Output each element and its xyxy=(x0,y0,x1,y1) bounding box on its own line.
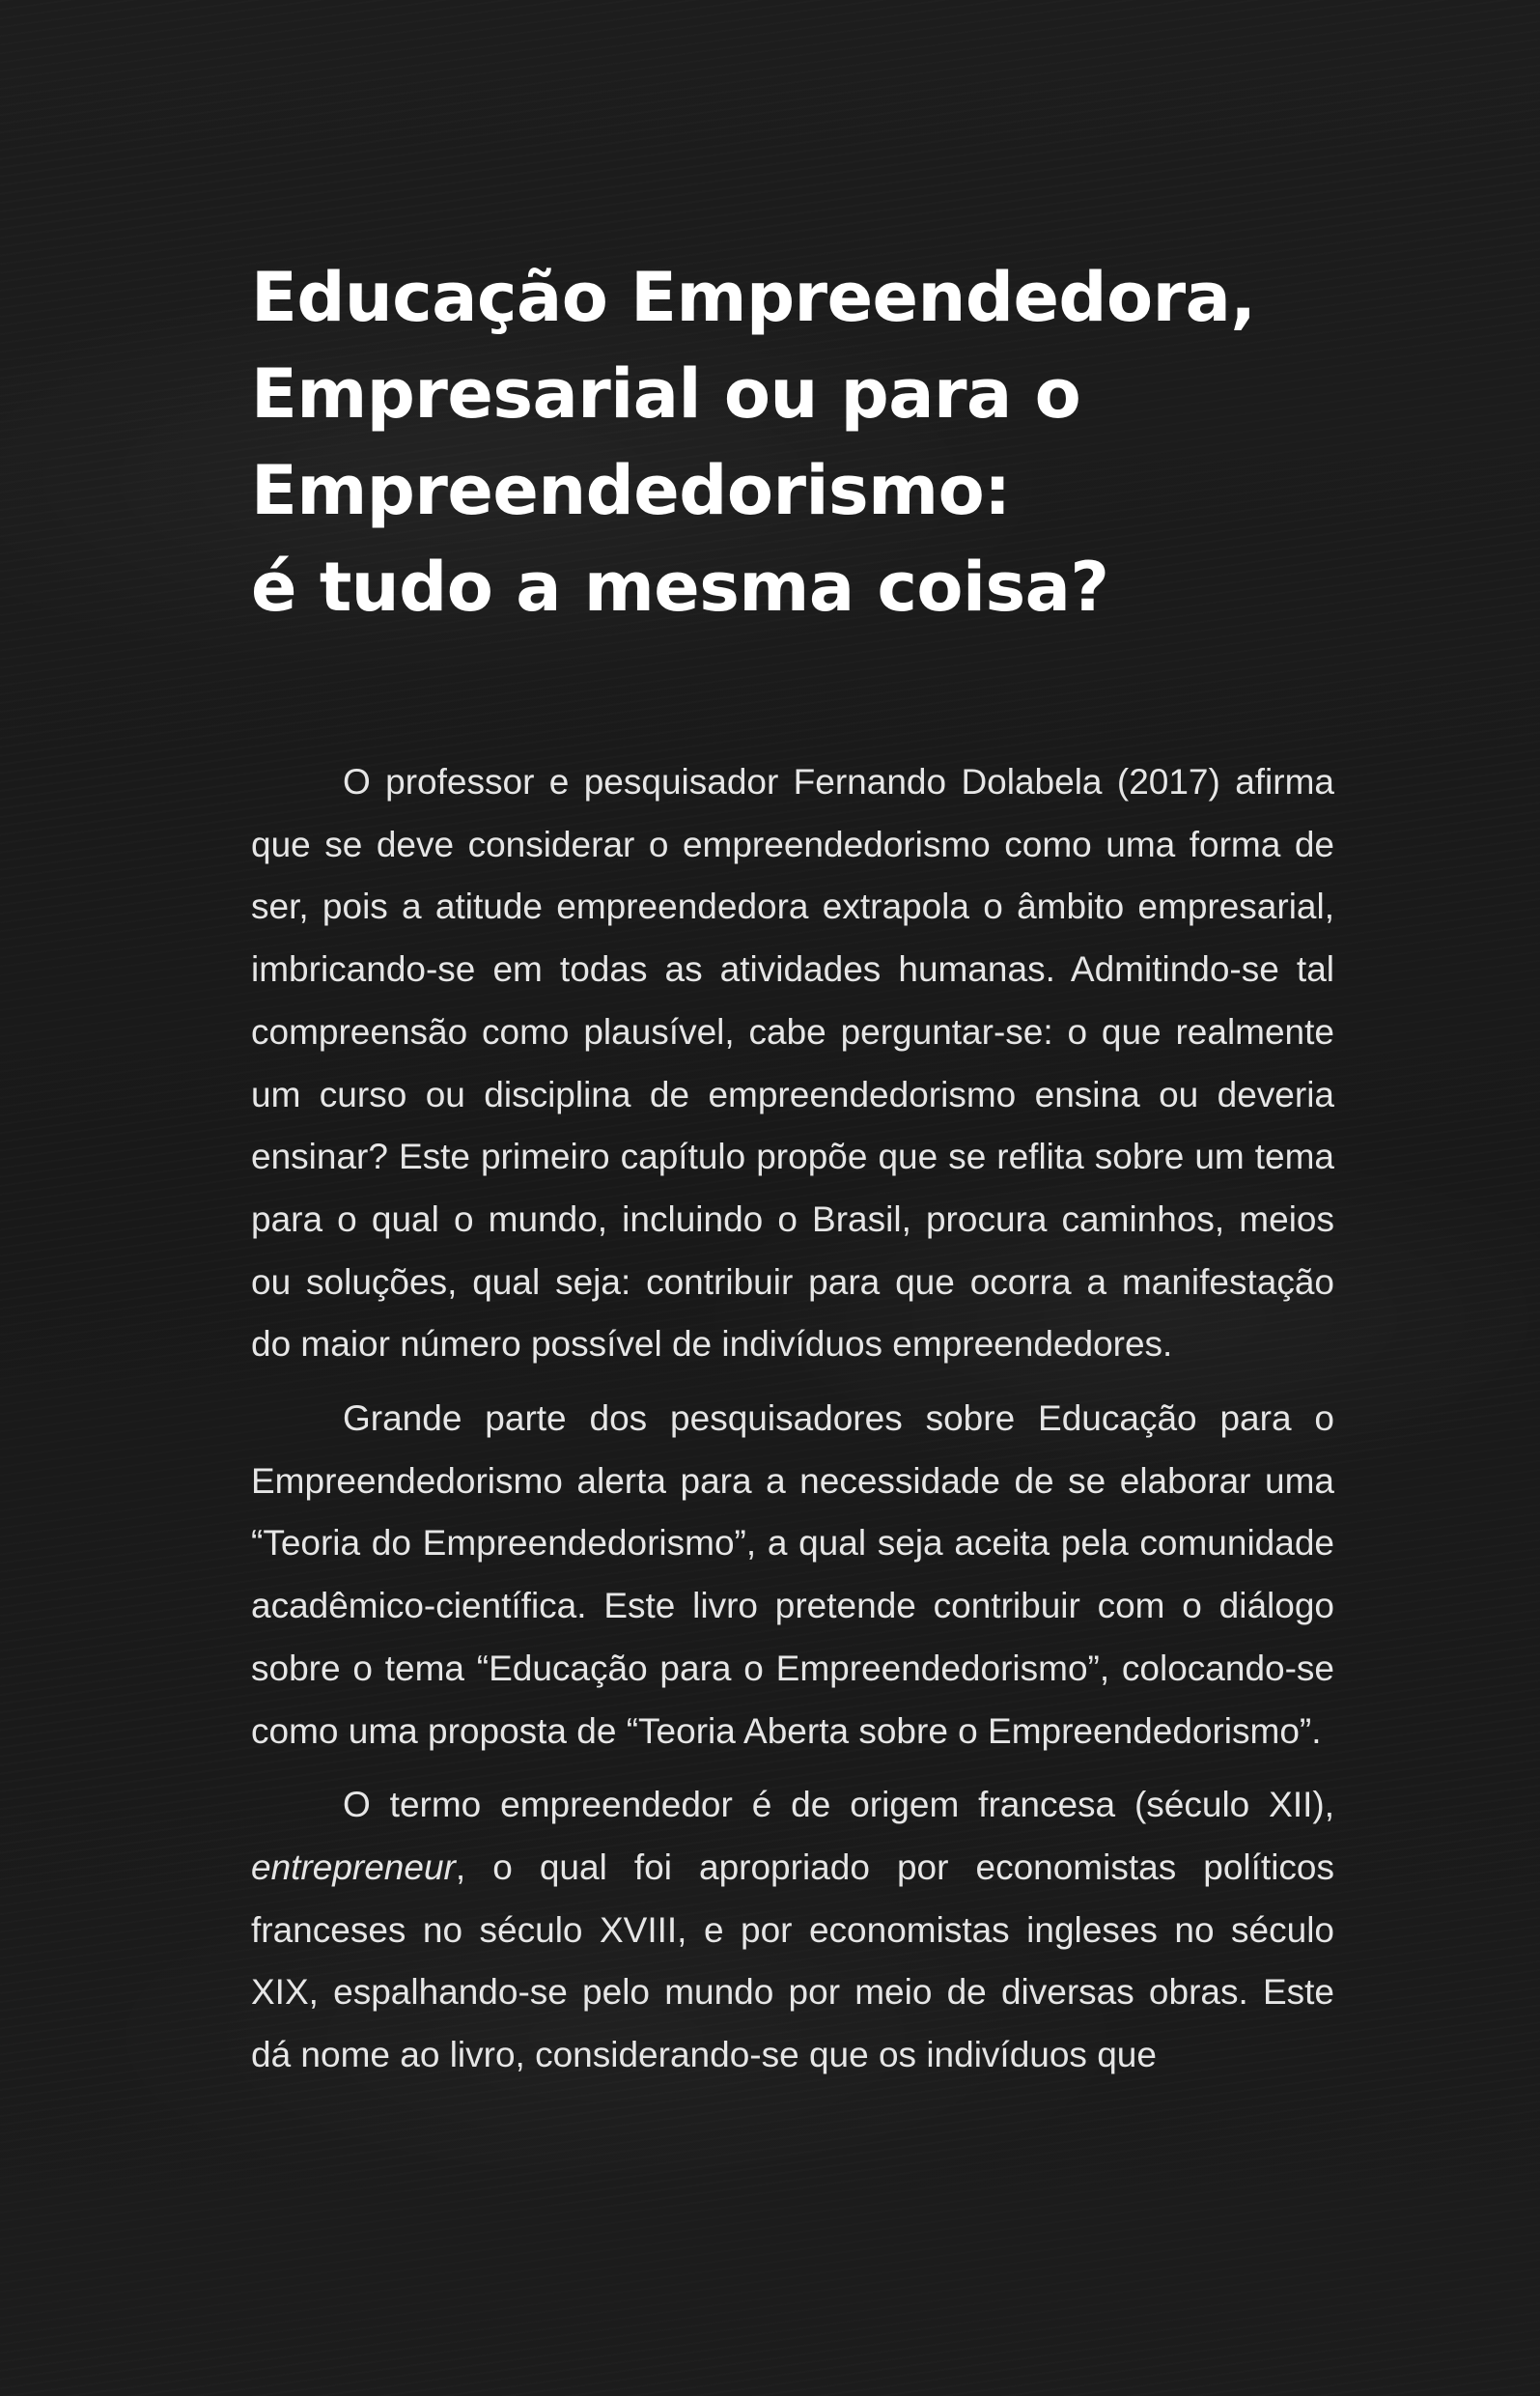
chapter-title xyxy=(251,249,1334,635)
body-text xyxy=(251,751,1334,2087)
chapter-title-line: Empreendedorismo: xyxy=(251,451,1011,530)
chapter-title-line: é tudo a mesma coisa? xyxy=(251,548,1109,627)
paragraph-termo-rest: , o qual foi apropriado por economistas políticos franceses no século XVIII, e por economistas ingleses no século XIX, espalhando-se pelo mundo por meio de diversas obras. Este dá nome ao livro, considerando-se que os indivíduos que xyxy=(251,1846,1334,2075)
paragraph-termo-start: O termo empreendedor é de origem francesa (século XII), xyxy=(343,1785,1334,1825)
paragraph-termo xyxy=(251,1774,1334,2087)
paragraph-teoria: Grande parte dos pesquisadores sobre Educação para o Empreendedorismo alerta para a necessidade de se elaborar uma “Teoria do Empreendedorismo”, a qual seja aceita pela comunidade acadêmico-científica. Este livro pretende contribuir com o diálogo sobre o tema “Educação para o Empreendedorismo”, colocando-se como uma proposta de “Teoria Aberta sobre o Empreendedorismo”. xyxy=(251,1398,1334,1751)
paragraph-dolabela: O professor e pesquisador Fernando Dolabela (2017) afirma que se deve considerar o empreendedorismo como uma forma de ser, pois a atitude empreendedora extrapola o âmbito empresarial, imbricando-se em todas as atividades humanas. Admitindo-se tal compreensão como plausível, cabe perguntar-se: o que realmente um curso ou disciplina de empreendedorismo ensina ou deveria ensinar? Este primeiro capítulo propõe que se reflita sobre um tema para o qual o mundo, incluindo o Brasil, procura caminhos, meios ou soluções, qual seja: contribuir para que ocorra a manifestação do maior número possível de indivíduos empreendedores. xyxy=(251,762,1334,1365)
paragraph-termo-italic-word: entrepreneur xyxy=(251,1846,456,1887)
page-content xyxy=(251,249,1334,2099)
chapter-title-line: Educação Empreendedora, xyxy=(251,258,1256,337)
chapter-title-line: Empresarial ou para o xyxy=(251,354,1081,434)
